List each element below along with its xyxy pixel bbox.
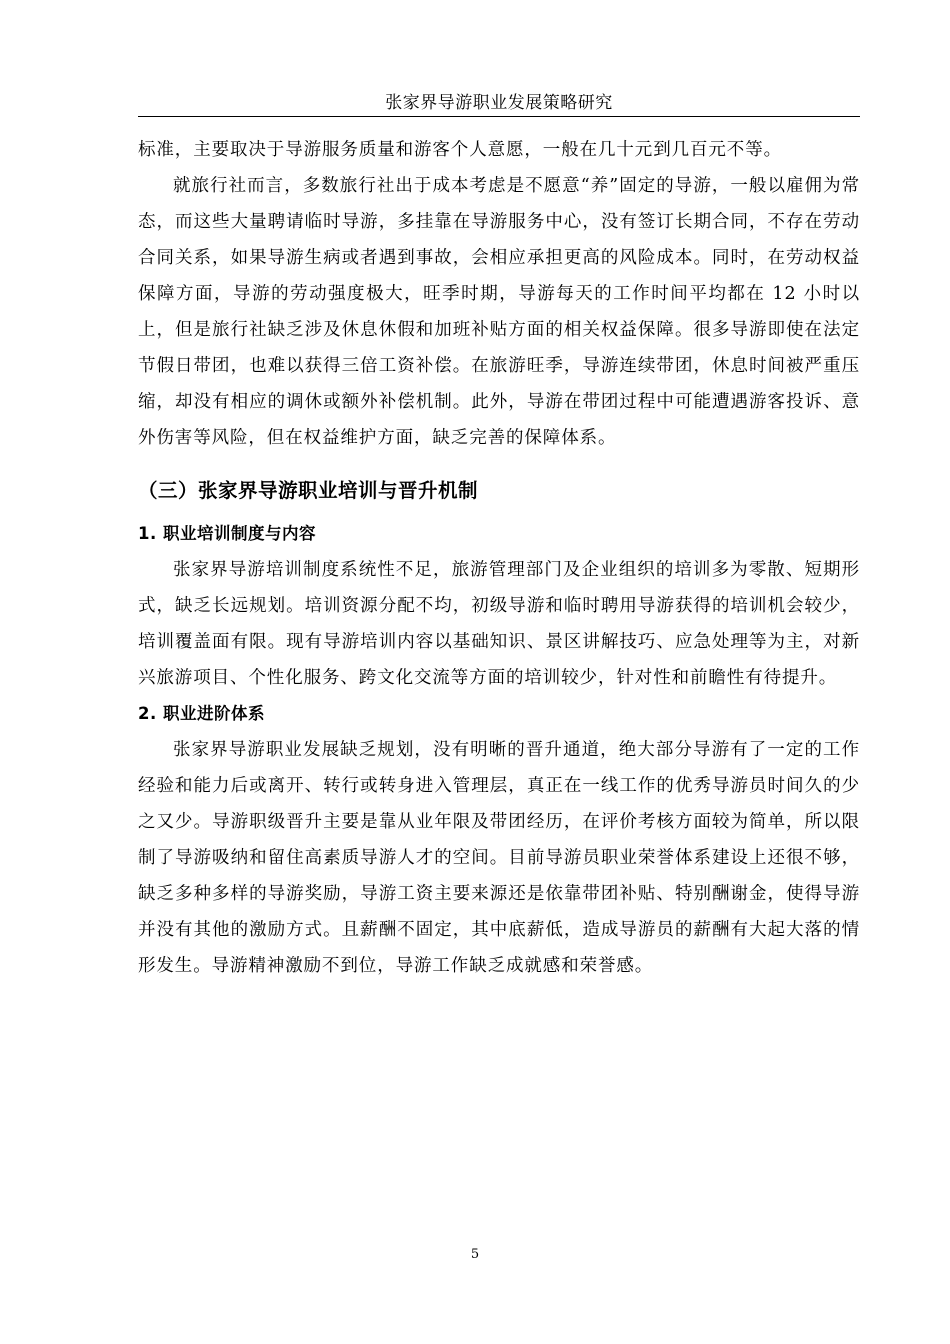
page-content: [138, 132, 860, 984]
running-header: 张家界导游职业发展策略研究: [138, 92, 860, 117]
page-number: 5: [470, 1247, 480, 1262]
paragraph-continuation: 标准，主要取决于导游服务质量和游客个人意愿，一般在几十元到几百元不等。: [138, 140, 782, 160]
section-heading-training-promotion: （三）张家界导游职业培训与晋升机制: [138, 479, 479, 502]
paragraph-training-system: 张家界导游培训制度系统性不足，旅游管理部门及企业组织的培训多为零散、短期形式，缺乏长远规划。培训资源分配不均，初级导游和临时聘用导游获得的培训机会较少，培训覆盖面有限。现有导游培训内容以基础知识、景区讲解技巧、应急处理等为主，对新兴旅游项目、个性化服务、跨文化交流等方面的培训较少，针对性和前瞻性有待提升。: [138, 560, 860, 688]
subheading-training-system: 1. 职业培训制度与内容: [138, 524, 316, 543]
paragraph-career-advancement: 张家界导游职业发展缺乏规划，没有明晰的晋升通道，绝大部分导游有了一定的工作经验和能力后或离开、转行或转身进入管理层，真正在一线工作的优秀导游员时间久的少之又少。导游职级晋升主要是靠从业年限及带团经历，在评价考核方面较为简单，所以限制了导游吸纳和留住高素质导游人才的空间。目前导游员职业荣誉体系建设上还很不够，缺乏多种多样的导游奖励，导游工资主要来源还是依靠带团补贴、特别酬谢金，使得导游并没有其他的激励方式。且薪酬不固定，其中底薪低，造成导游员的薪酬有大起大落的情形发生。导游精神激励不到位，导游工作缺乏成就感和荣誉感。: [138, 740, 860, 976]
paragraph-travel-agency-labor-rights: 就旅行社而言，多数旅行社出于成本考虑是不愿意“养”固定的导游，一般以雇佣为常态，而这些大量聘请临时导游，多挂靠在导游服务中心，没有签订长期合同，不存在劳动合同关系，如果导游生病或者遇到事故，会相应承担更高的风险成本。同时，在劳动权益保障方面，导游的劳动强度极大，旺季时期，导游每天的工作时间平均都在 12 小时以上，但是旅行社缺乏涉及休息休假和加班补贴方面的相关权益保障。很多导游即使在法定节假日带团，也难以获得三倍工资补偿。在旅游旺季，导游连续带团，休息时间被严重压缩，却没有相应的调休或额外补偿机制。此外，导游在带团过程中可能遭遇游客投诉、意外伤害等风险，但在权益维护方面，缺乏完善的保障体系。: [138, 176, 860, 448]
subheading-career-advancement: 2. 职业进阶体系: [138, 704, 265, 723]
